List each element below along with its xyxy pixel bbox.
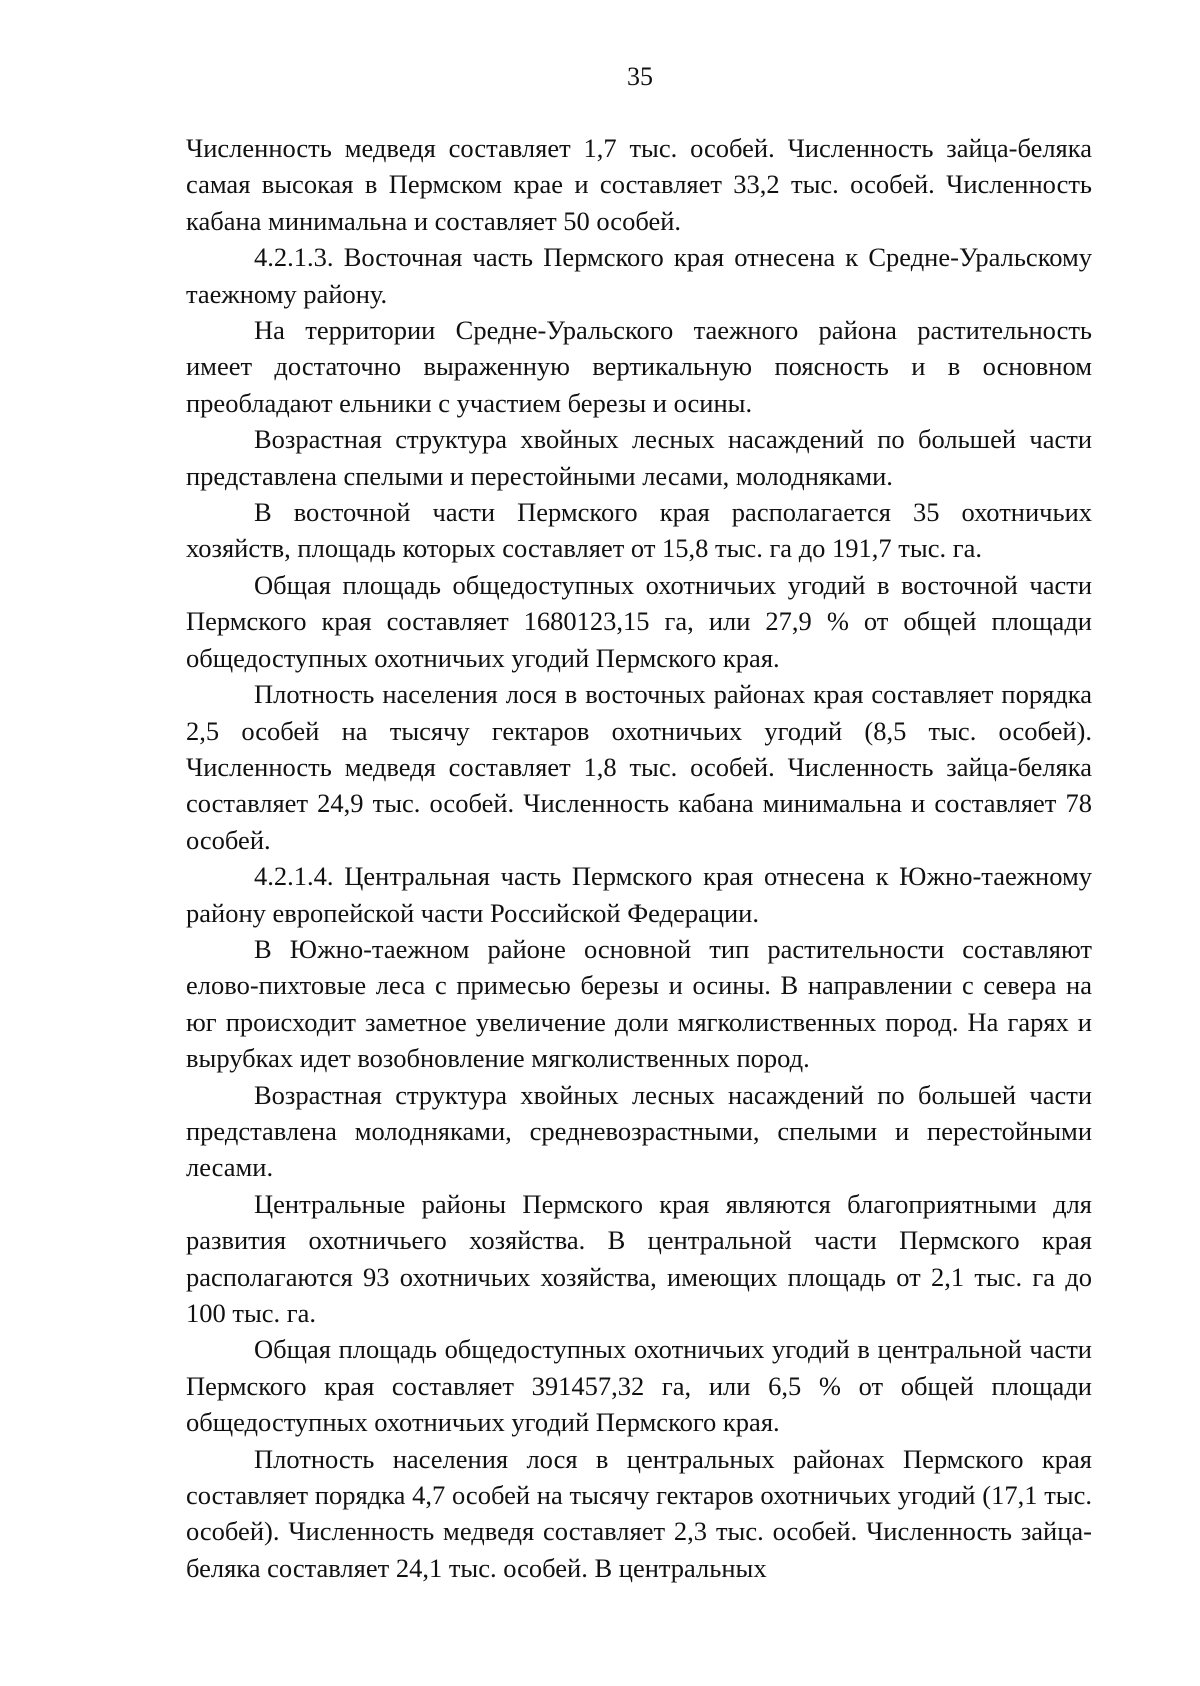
paragraph: В восточной части Пермского края располагается 35 охотничьих хозяйств, площадь которых составляет от 15,8 тыс. га до 191,7 тыс. га. — [186, 497, 1092, 564]
paragraph: Плотность населения лося в восточных районах края составляет порядка 2,5 особей на тысячу гектаров охотничьих угодий (8,5 тыс. особей). Численность медведя составляет 1,8 тыс. особей. Численность зайца-беляка составляет 24,9 тыс. особей. Численность кабана минимальна и составляет 78 особей. — [186, 679, 1092, 855]
page-number: 35 — [627, 62, 653, 91]
paragraph: Плотность населения лося в центральных районах Пермского края составляет порядка 4,7 особей на тысячу гектаров охотничьих угодий (17,1 тыс. особей). Численность медведя составляет 2,3 тыс. особей. Численность зайца-беляка составляет 24,1 тыс. особей. В центральных — [186, 1443, 1092, 1583]
paragraph: В Южно-таежном районе основной тип растительности составляют елово-пихтовые леса с примесью березы и осины. В направлении с севера на юг происходит заметное увеличение доли мягколиственных пород. На гарях и вырубках идет возобновление мягколиственных пород. — [186, 933, 1092, 1074]
paragraph: На территории Средне-Уральского таежного района растительность имеет достаточно выраженную вертикальную поясность и в основном преобладают ельники с участием березы и осины. — [186, 315, 1092, 418]
paragraph: Численность медведя составляет 1,7 тыс. особей. Численность зайца-беляка самая высокая в Пермском крае и составляет 33,2 тыс. особей. Численность кабана минимальна и составляет 50 особей. — [186, 133, 1092, 236]
section-heading-4-2-1-4: 4.2.1.4. Центральная часть Пермского края отнесена к Южно-таежному району европейской части Российской Федерации. — [186, 861, 1092, 928]
paragraph: Общая площадь общедоступных охотничьих угодий в восточной части Пермского края составляет 1680123,15 га, или 27,9 % от общей площади общедоступных охотничьих угодий Пермского края. — [186, 569, 1092, 673]
body-text — [186, 130, 1092, 1586]
paragraph: Общая площадь общедоступных охотничьих угодий в центральной части Пермского края составляет 391457,32 га, или 6,5 % от общей площади общедоступных охотничьих угодий Пермского края. — [186, 1334, 1092, 1438]
section-heading-4-2-1-3: 4.2.1.3. Восточная часть Пермского края отнесена к Средне-Уральскому таежному району. — [186, 242, 1092, 309]
paragraph: Возрастная структура хвойных лесных насаждений по большей части представлена молодняками, средневозрастными, спелыми и перестойными лесами. — [186, 1079, 1092, 1183]
paragraph: Центральные районы Пермского края являются благоприятными для развития охотничьего хозяйства. В центральной части Пермского края располагаются 93 охотничьих хозяйства, имеющих площадь от 2,1 тыс. га до 100 тыс. га. — [186, 1188, 1092, 1328]
paragraph: Возрастная структура хвойных лесных насаждений по большей части представлена спелыми и перестойными лесами, молодняками. — [186, 424, 1092, 491]
